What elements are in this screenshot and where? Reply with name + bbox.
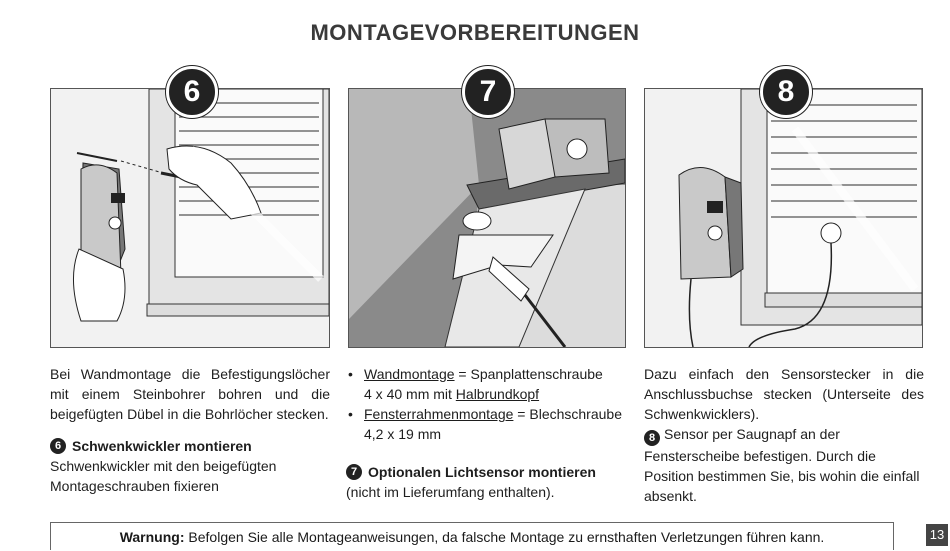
step-8-icon: 8 <box>644 430 660 446</box>
bullet-dot-icon: • <box>348 406 353 422</box>
warning-label: Warnung: <box>119 529 185 545</box>
step-6-heading <box>50 436 330 456</box>
wall-mount-drawing <box>51 89 329 347</box>
step-6-icon: 6 <box>50 438 66 454</box>
step-7-badge: 7 <box>462 66 514 118</box>
page-title: MONTAGEVORBEREITUNGEN <box>310 20 640 45</box>
illustration-step-8 <box>644 88 923 348</box>
text-column-2 <box>346 364 628 502</box>
wall-mount-size <box>346 384 628 404</box>
sensor-plug-instructions: Dazu einfach den Sensorstecker in die Anschlussbuchse stecken (Unterseite des Schwenkwicklers). <box>644 366 924 422</box>
bullet-wall-mount <box>346 364 628 384</box>
step-8-text-block <box>644 424 924 506</box>
sensor-drawing <box>645 89 922 347</box>
warning-box <box>50 522 894 550</box>
step-6-text: Schwenkwickler mit den beigefügten Montageschrauben fixieren <box>50 458 277 494</box>
step-6-badge: 6 <box>166 66 218 118</box>
step-7-icon: 7 <box>346 464 362 480</box>
frame-mount-size: 4,2 x 19 mm <box>364 426 442 442</box>
frame-mount-label: Fensterrahmenmontage <box>364 406 514 422</box>
step-7-title: Optionalen Lichtsensor montieren <box>368 464 596 480</box>
step-6-title: Schwenkwickler montieren <box>72 438 252 454</box>
illustration-step-6 <box>50 88 330 348</box>
step-8-text: Sensor per Saugnapf an der Fensterscheibe befestigen. Durch die Position bestimmen Sie, bis wohin die einfall absenkt. <box>644 426 920 504</box>
frame-mount-drawing <box>349 89 625 347</box>
wall-mount-head-type: Halbrundkopf <box>455 386 540 402</box>
bullet-dot-icon: • <box>348 366 353 382</box>
wall-mount-size-text: 4 x 40 mm mit <box>364 386 456 402</box>
frame-mount-screw: = Blechschraube <box>513 406 622 422</box>
step-7-text: (nicht im Lieferumfang enthalten). <box>346 484 555 500</box>
step-7-heading <box>346 462 628 482</box>
warning-text: Befolgen Sie alle Montageanweisungen, da falsche Montage zu ernsthaften Verletzungen führen kann. <box>184 529 825 545</box>
page-number: 13 <box>926 524 948 546</box>
bullet-frame-mount <box>346 404 628 424</box>
illustration-step-7 <box>348 88 626 348</box>
drill-instructions: Bei Wandmontage die Befestigungslöcher mit einem Steinbohrer bohren und die beigefügten Dübel in die Bohrlöcher stecken. <box>50 366 330 422</box>
step-8-badge: 8 <box>760 66 812 118</box>
text-column-3 <box>644 364 924 506</box>
text-column-1 <box>50 364 330 496</box>
wall-mount-label: Wandmontage <box>364 366 455 382</box>
wall-mount-screw: = Spanplattenschraube <box>454 366 603 382</box>
